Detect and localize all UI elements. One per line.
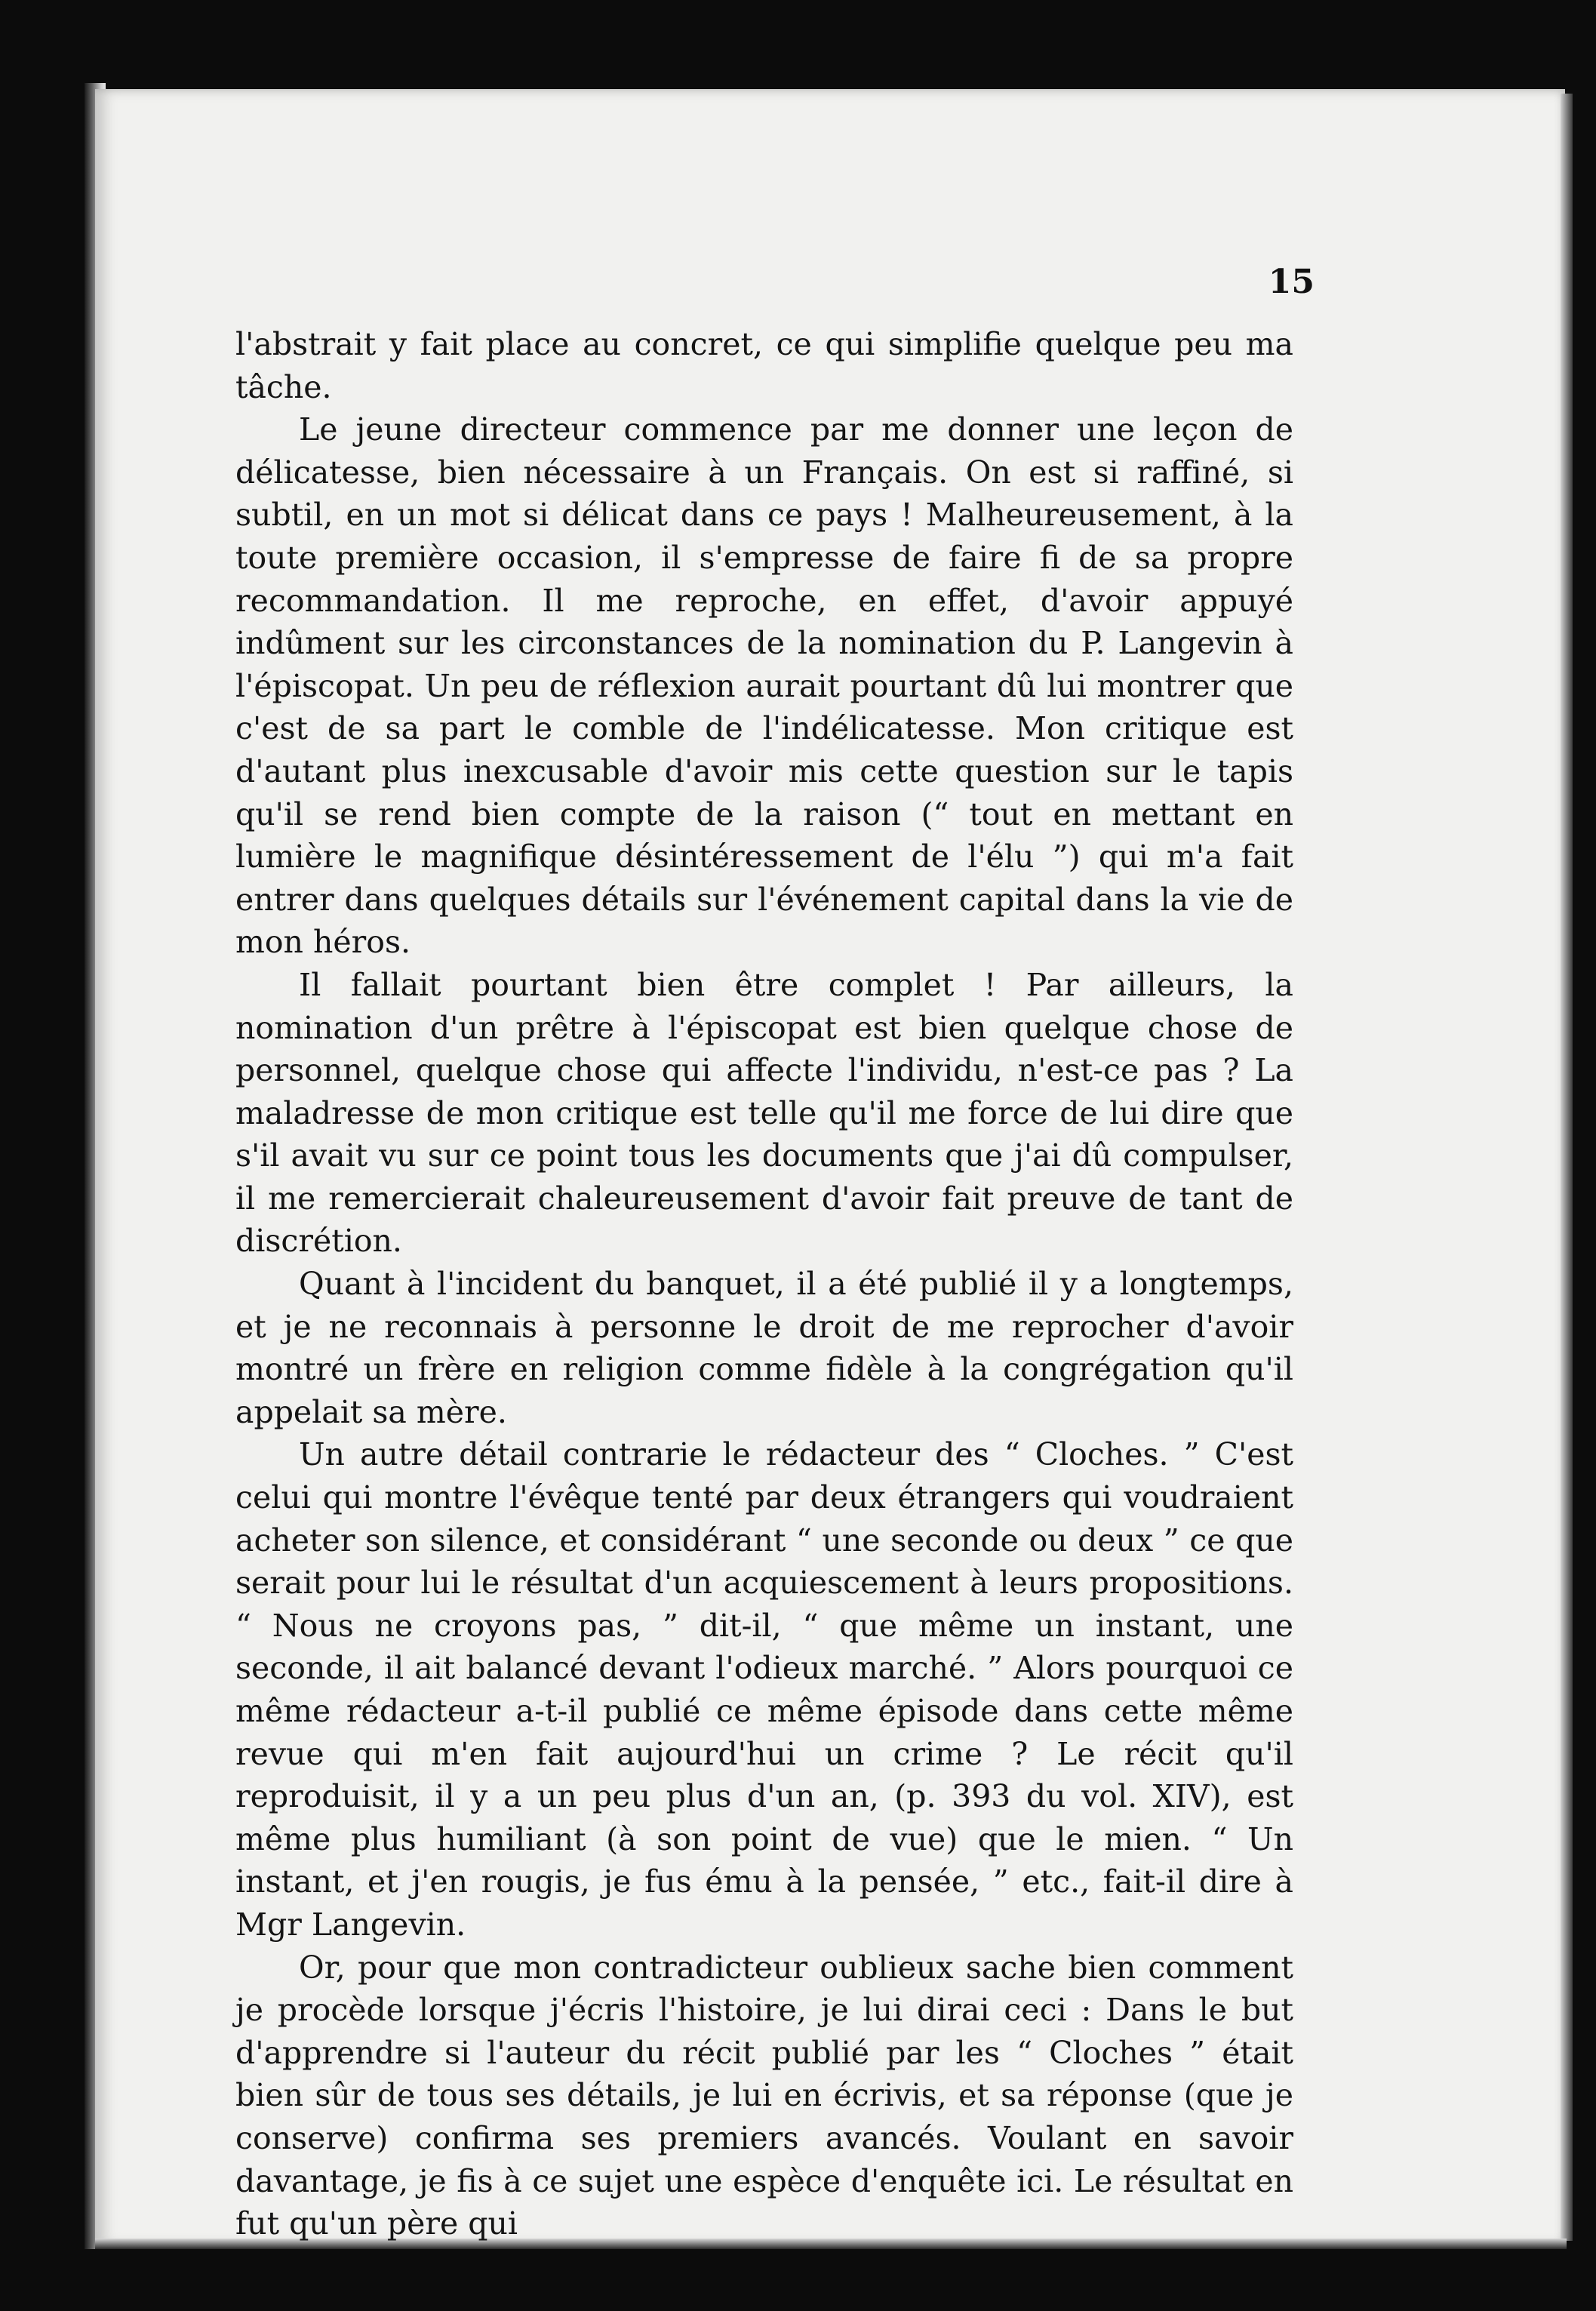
body-text	[235, 323, 1293, 2245]
paragraph: Or, pour que mon contradicteur oublieux sache bien comment je procède lorsque j'écris l'histoire, je lui dirai ceci : Dans le but d'apprendre si l'auteur du récit publié par les “ Cloches ” était bien sûr de tous ses détails, je lui en écrivis, et sa réponse (que je conserve) confirma ses premiers avancés. Voulant en savoir davantage, je fis à ce sujet une espèce d'enquête ici. Le résultat en fut qu'un père qui	[235, 1949, 1293, 2242]
paragraph: Quant à l'incident du banquet, il a été publié il y a longtemps, et je ne reconnais à personne le droit de me reprocher d'avoir montré un frère en religion comme fidèle à la congrégation qu'il appelait sa mère.	[235, 1266, 1293, 1430]
paragraph: Le jeune directeur commence par me donner une leçon de délicatesse, bien nécessaire à un Français. On est si raffiné, si subtil, en un mot si délicat dans ce pays ! Malheureusement, à la toute première occasion, il s'empresse de faire fi de sa propre recommandation. Il me reproche, en effet, d'avoir appuyé indûment sur les circonstances de la nomination du P. Langevin à l'épiscopat. Un peu de réflexion aurait pourtant dû lui montrer que c'est de sa part le comble de l'indélicatesse. Mon critique est d'autant plus inexcusable d'avoir mis cette question sur le tapis qu'il se rend bien compte de la raison (“ tout en mettant en lumière le magnifique désintéressement de l'élu ”) qui m'a fait entrer dans quelques détails sur l'événement capital dans la vie de mon héros.	[235, 411, 1293, 961]
paragraph: l'abstrait y fait place au concret, ce qui simplifie quelque peu ma tâche.	[235, 326, 1293, 405]
paragraph: Il fallait pourtant bien être complet ! Par ailleurs, la nomination d'un prêtre à l'épiscopat est bien quelque chose de personnel, quelque chose qui affecte l'individu, n'est-ce pas ? La maladresse de mon critique est telle qu'il me force de lui dire que s'il avait vu sur ce point tous les documents que j'ai dû compulser, il me remercierait chaleureusement d'avoir fait preuve de tant de discrétion.	[235, 966, 1293, 1260]
page-right-edge	[1561, 94, 1573, 2241]
page-number: 15	[1268, 263, 1315, 301]
paragraph: Un autre détail contrarie le rédacteur des “ Cloches. ” C'est celui qui montre l'évêque tenté par deux étrangers qui voudraient acheter son silence, et considérant “ une seconde ou deux ” ce que serait pour lui le résultat d'un acquiescement à leurs propositions. “ Nous ne croyons pas, ” dit-il, “ que même un instant, une seconde, il ait balancé devant l'odieux marché. ” Alors pourquoi ce même rédacteur a-t-il publié ce même épisode dans cette même revue qui m'en fait aujourd'hui un crime ? Le récit qu'il reproduisit, il y a un peu plus d'un an, (p. 393 du vol. XIV), est même plus humiliant (à son point de vue) que le mien. “ Un instant, et j'en rougis, je fus ému à la pensée, ” etc., fait-il dire à Mgr Langevin.	[235, 1436, 1293, 1943]
